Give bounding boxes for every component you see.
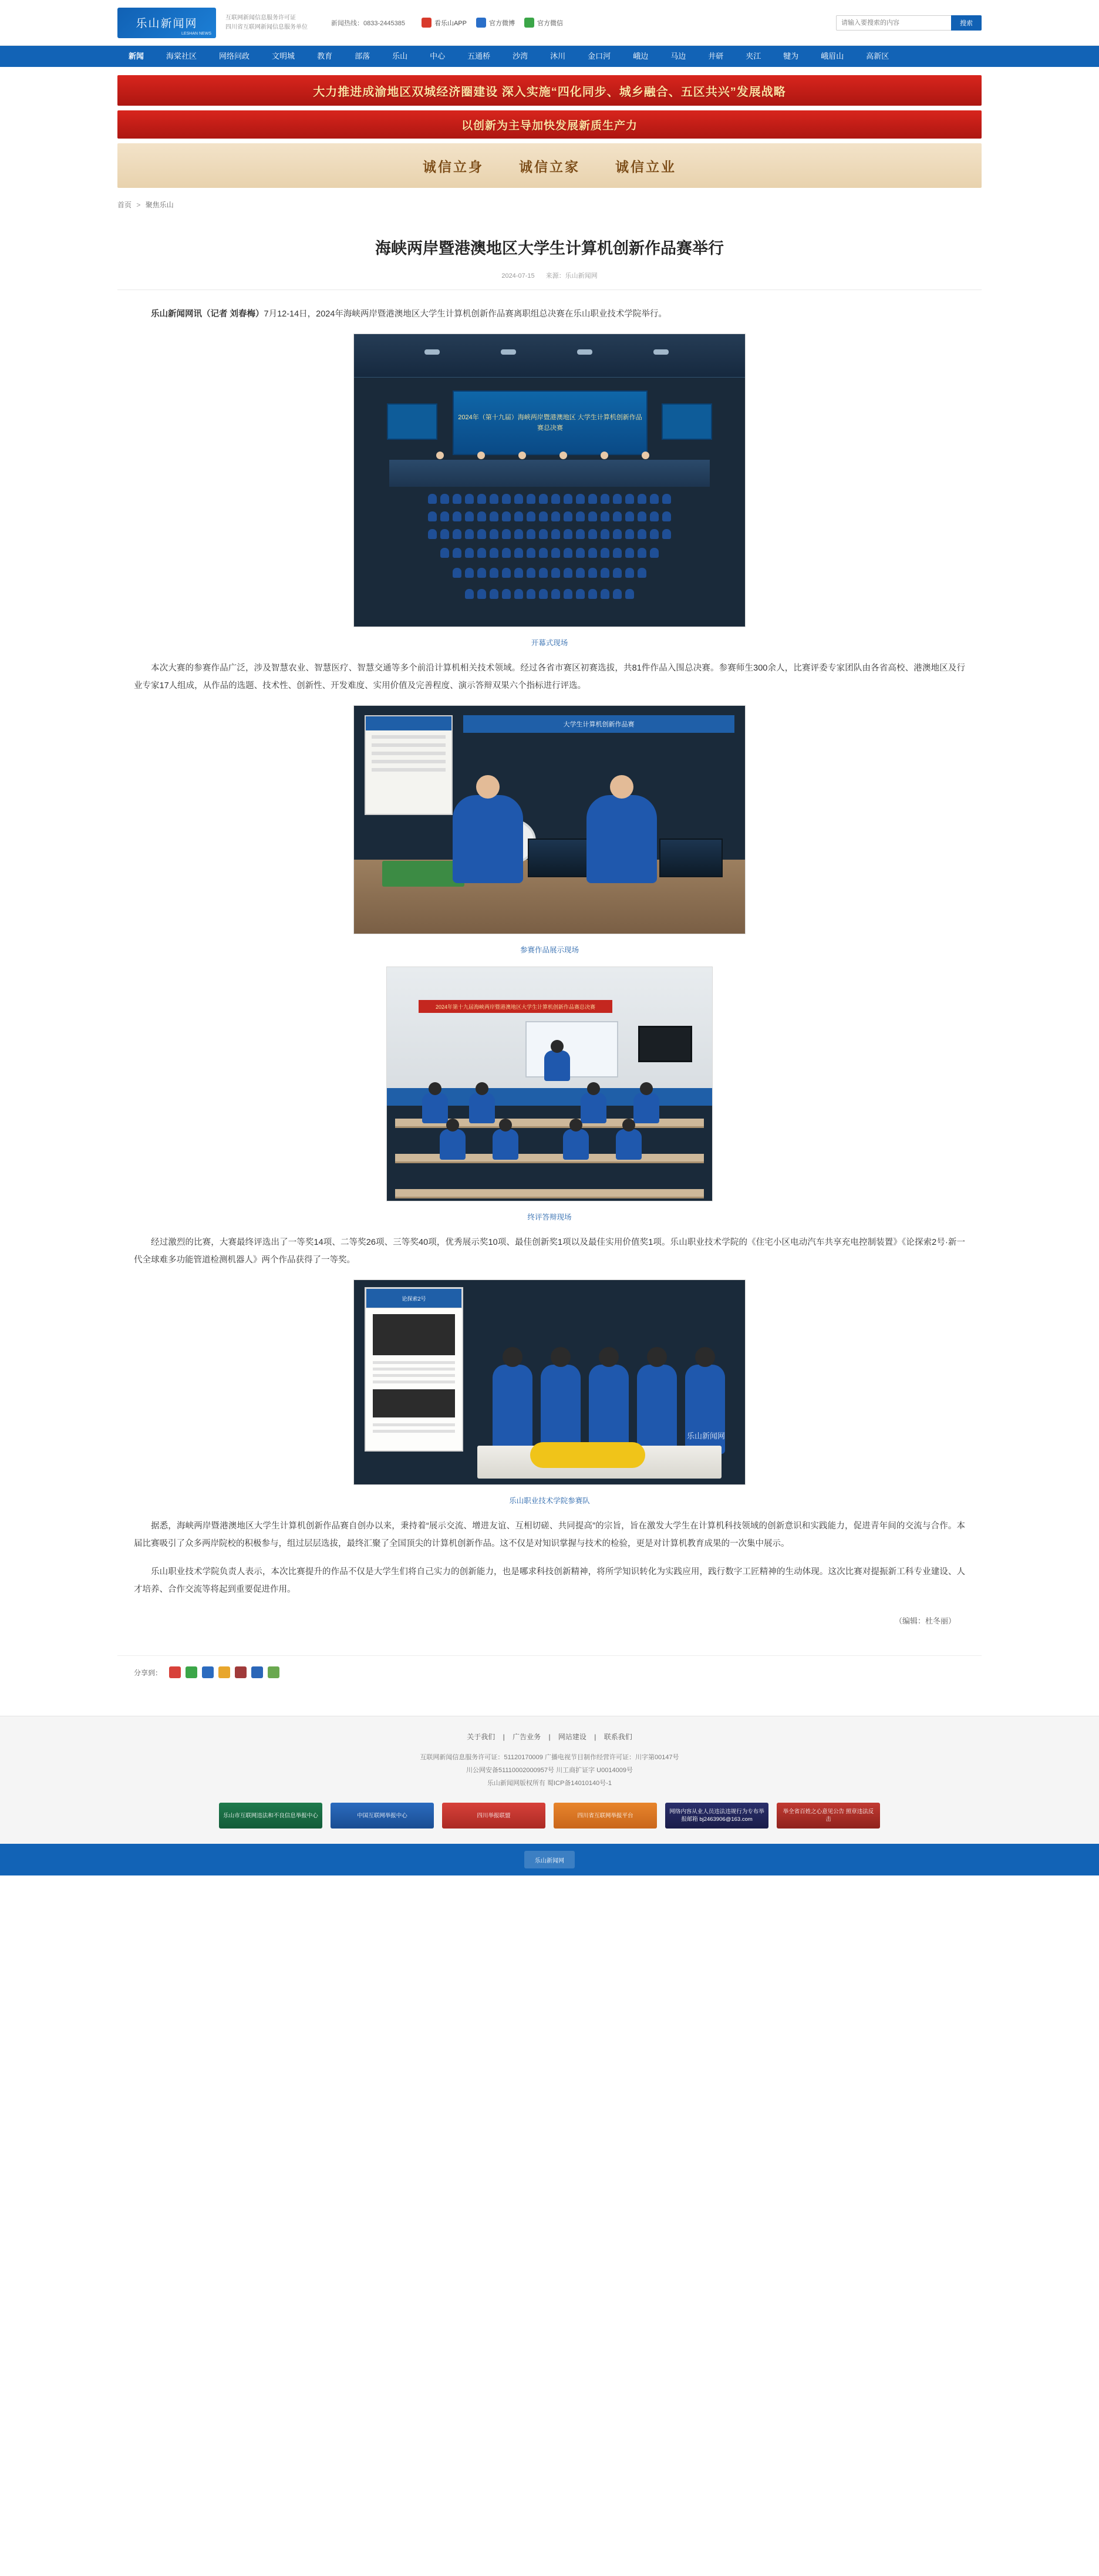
ceiling-lamp xyxy=(577,349,592,355)
badge-sichuan-report[interactable]: 四川举报联盟 xyxy=(442,1803,545,1829)
nav-item-3[interactable]: 文明城 xyxy=(272,52,295,60)
breadcrumb xyxy=(0,189,1099,215)
figure-2-caption: 参赛作品展示现场 xyxy=(520,946,579,954)
nav-item-4[interactable]: 教育 xyxy=(317,52,333,60)
panelist-head xyxy=(601,452,608,459)
footer-link-about[interactable]: 关于我们 xyxy=(467,1733,495,1741)
banner-slogan-1[interactable]: 大力推进成渝地区双城经济圈建设 深入实施“四化同步、城乡融合、五区共兴”发展战略 xyxy=(117,75,982,106)
nav-item-14[interactable]: 井研 xyxy=(708,52,724,60)
figure-4-image xyxy=(353,1279,746,1485)
laptop-right xyxy=(659,839,723,877)
project-poster xyxy=(365,1287,463,1452)
nav-item-11[interactable]: 金口河 xyxy=(588,52,611,60)
top-bar xyxy=(0,0,1099,46)
ceiling-lamp xyxy=(501,349,516,355)
share-qq-icon[interactable] xyxy=(202,1666,214,1678)
footer-license xyxy=(117,1751,982,1790)
app-link-label-0: 看乐山APP xyxy=(434,19,467,27)
breadcrumb-separator: > xyxy=(136,201,141,209)
footer-bottom-bar xyxy=(0,1844,1099,1875)
article-editor: （编辑：杜冬丽） xyxy=(894,1617,956,1625)
article-source: 来源：乐山新闻网 xyxy=(545,272,598,280)
search-box[interactable] xyxy=(836,15,982,31)
footer-link-ads[interactable]: 广告业务 xyxy=(513,1733,541,1741)
stage-table xyxy=(389,460,710,487)
panelist-head xyxy=(518,452,526,459)
search-button[interactable]: 搜索 xyxy=(951,15,982,31)
panelist-head xyxy=(436,452,444,459)
article xyxy=(117,215,982,1702)
footer-license-line-1: 川公网安备51110002000957号 川工商扩证字 U0014009号 xyxy=(466,1767,633,1774)
main-nav xyxy=(0,46,1099,67)
figure-2 xyxy=(117,705,982,955)
team-member xyxy=(637,1365,677,1454)
student xyxy=(440,1129,466,1160)
nav-item-5[interactable]: 部落 xyxy=(355,52,370,60)
side-screen-right xyxy=(662,403,712,440)
site-logo-text: 乐山新闻网 xyxy=(136,18,198,30)
nav-item-16[interactable]: 犍为 xyxy=(783,52,799,60)
nav-items xyxy=(117,46,900,67)
badge-police[interactable]: 网络内容从业人员违法违规行为专布举报邮箱 bj2463906@163.com xyxy=(665,1803,768,1829)
license-line-2: 四川省互联网新闻信息服务单位 xyxy=(225,23,308,31)
badge-cn-internet[interactable]: 中国互联网举报中心 xyxy=(331,1803,434,1829)
nav-item-7[interactable]: 中心 xyxy=(430,52,446,60)
nav-item-13[interactable]: 马边 xyxy=(670,52,686,60)
student xyxy=(469,1093,495,1123)
share-qzone-icon[interactable] xyxy=(218,1666,230,1678)
panelist-head xyxy=(559,452,567,459)
article-paragraph-4: 乐山职业技术学院负责人表示，本次比赛提升的作品不仅是大学生们将自己实力的创新能力，也是哪求科技创新精神，将所学知识转化为实践应用，践行数字工匠精神的生动体现。这次比赛对提振新工科专业建设、人才培养、合作交流等将起到重要促进作用。 xyxy=(134,1567,965,1594)
figure-1 xyxy=(117,334,982,648)
article-paragraph-2: 经过激烈的比赛，大赛最终评选出了一等奖14项、二等奖26项、三等奖40项，优秀展示奖10项、最佳创新奖1项以及最佳实用价值奖1项。乐山职业技术学院的《住宅小区电动汽车共享充电控制装置》《论探索2号·新一代全球难多功能管道检测机器人》两个作品获得了一等奖。 xyxy=(134,1238,965,1265)
article-paragraph-3: 据悉，海峡两岸暨港澳地区大学生计算机创新作品赛自创办以来，秉持着“展示交流、增进友谊、互相切磋、共同提高”的宗旨，旨在激发大学生在计算机科技领域的创新意识和实践能力，促进青年间的交流与合作。本届比赛吸引了众多两岸院校的积极参与，组过层层选拔，最终汇聚了全国顶尖的计算机创新作品。这不仅是对知识掌握与技术的检验，更是对计算机教育成果的一次集中展示。 xyxy=(134,1521,965,1548)
figure-4 xyxy=(117,1279,982,1506)
figure-1-image xyxy=(353,334,746,627)
integrity-text-1: 诚信立家 xyxy=(519,159,580,174)
share-douban-icon[interactable] xyxy=(235,1666,247,1678)
badge-sichuan-rumor[interactable]: 四川省互联网举报平台 xyxy=(554,1803,657,1829)
app-link-weibo[interactable] xyxy=(476,18,515,28)
ceiling-lamp xyxy=(653,349,669,355)
breadcrumb-home[interactable]: 首页 xyxy=(117,201,132,209)
student xyxy=(616,1129,642,1160)
app-links xyxy=(422,18,836,28)
student xyxy=(633,1093,659,1123)
site-logo[interactable] xyxy=(117,8,216,38)
audience-seating xyxy=(354,494,745,627)
projection-screen xyxy=(525,1021,618,1077)
share-wechat-icon[interactable] xyxy=(186,1666,197,1678)
footer-link-contact[interactable]: 联系我们 xyxy=(604,1733,632,1741)
wall-monitor xyxy=(638,1026,692,1062)
nav-item-0[interactable]: 新闻 xyxy=(129,52,144,60)
poster-header-text: 论探索2号 xyxy=(366,1288,462,1308)
ceiling xyxy=(354,334,745,378)
footer-badges xyxy=(117,1790,982,1844)
share-renren-icon[interactable] xyxy=(251,1666,263,1678)
nav-item-1[interactable]: 海棠社区 xyxy=(166,52,197,60)
figure-3-caption: 终评答辩现场 xyxy=(527,1213,572,1221)
booth-banner-text: 大学生计算机创新作品赛 xyxy=(463,715,734,733)
banner-area xyxy=(0,67,1099,188)
student xyxy=(422,1093,448,1123)
ceiling-lamp xyxy=(424,349,440,355)
figure-1-caption: 开幕式现场 xyxy=(531,639,568,647)
exhibition-board xyxy=(365,715,453,815)
nav-item-15[interactable]: 夹江 xyxy=(746,52,761,60)
participant-right xyxy=(586,795,657,883)
demo-kit xyxy=(382,861,464,887)
team-member xyxy=(493,1365,532,1454)
watermark: 乐山新闻网 xyxy=(686,1432,725,1440)
nav-item-8[interactable]: 五通桥 xyxy=(467,52,491,60)
site-logo-subtext: LESHAN NEWS xyxy=(181,31,211,36)
app-icon-red xyxy=(422,18,431,28)
app-link-label-2: 官方微信 xyxy=(537,19,563,27)
nav-item-12[interactable]: 峨边 xyxy=(633,52,649,60)
team-member xyxy=(541,1365,581,1454)
banner-integrity[interactable] xyxy=(117,143,982,188)
presenter xyxy=(544,1050,570,1081)
license-line-1: 互联网新闻信息服务许可证 xyxy=(225,14,296,21)
student xyxy=(563,1129,589,1160)
side-screen-left xyxy=(387,403,437,440)
nav-item-17[interactable]: 峨眉山 xyxy=(821,52,844,60)
banner-slogan-2[interactable]: 以创新为主导加快发展新质生产力 xyxy=(117,110,982,139)
team-member xyxy=(589,1365,629,1454)
app-icon-green xyxy=(524,18,534,28)
footer-link-build[interactable]: 网站建设 xyxy=(558,1733,586,1741)
search-input[interactable] xyxy=(836,15,951,31)
figure-3 xyxy=(117,967,982,1222)
nav-item-18[interactable]: 高新区 xyxy=(866,52,889,60)
article-paragraph-0 xyxy=(117,305,982,323)
app-icon-blue xyxy=(476,18,486,28)
badge-report-center[interactable]: 举全省百姓之心意见公告 照章违法反击 xyxy=(777,1803,880,1829)
nav-item-6[interactable]: 乐山 xyxy=(392,52,408,60)
footer-license-line-2: 乐山新闻网版权所有 蜀ICP备14010140号-1 xyxy=(487,1780,612,1787)
license-info xyxy=(225,14,308,32)
integrity-text-0: 诚信立身 xyxy=(423,159,484,174)
article-lead-byline: 乐山新闻网讯（记者 刘春梅） xyxy=(151,309,264,319)
nav-item-10[interactable]: 沐川 xyxy=(550,52,566,60)
participant-left xyxy=(453,795,523,883)
student xyxy=(493,1129,518,1160)
figure-4-caption: 乐山职业技术学院参赛队 xyxy=(509,1497,590,1505)
article-paragraph-1: 本次大赛的参赛作品广泛，涉及智慧农业、智慧医疗、智慧交通等多个前沿计算机相关技术领域。经过各省市赛区初赛选拔，共81件作品入围总决赛。参赛师生300余人，比赛评委专家团队由各省高校、港澳地区及行业专家17人组成，从作品的选题、技术性、创新性、开发难度、实用价值及完善程度、演示答辩双果六个指标进行评选。 xyxy=(134,664,965,691)
app-link-wechat[interactable] xyxy=(524,18,563,28)
student xyxy=(581,1093,606,1123)
classroom-banner-text: 2024年第十九届海峡两岸暨港澳地区大学生计算机创新作品赛总决赛 xyxy=(419,1000,612,1013)
figure-2-image xyxy=(353,705,746,934)
share-bar xyxy=(117,1655,982,1702)
stage-screen-text: 2024年（第十九届）海峡两岸暨港澳地区 大学生计算机创新作品赛总决赛 xyxy=(453,390,648,455)
footer-links: 关于我们 | 广告业务 | 网站建设 | 联系我们 xyxy=(467,1733,632,1741)
app-link-label-1: 官方微博 xyxy=(488,19,515,27)
article-date: 2024-07-15 xyxy=(501,272,535,280)
page-title: 海峡两岸暨港澳地区大学生计算机创新作品赛举行 xyxy=(375,240,724,257)
badge-gov-news[interactable]: 乐山市互联网违法和不良信息举报中心 xyxy=(219,1803,322,1829)
nav-item-9[interactable]: 沙湾 xyxy=(513,52,528,60)
app-link-app[interactable] xyxy=(422,18,467,28)
share-weibo-icon[interactable] xyxy=(169,1666,181,1678)
nav-item-2[interactable]: 网络问政 xyxy=(219,52,250,60)
article-meta xyxy=(117,260,982,290)
breadcrumb-current[interactable]: 聚焦乐山 xyxy=(145,201,174,209)
desk-row xyxy=(395,1189,704,1198)
article-paragraph-0-text: 7月12-14日，2024年海峡两岸暨港澳地区大学生计算机创新作品赛离职组总决赛在乐山职业技术学院举行。 xyxy=(264,309,667,319)
integrity-text-2: 诚信立业 xyxy=(615,159,676,174)
submarine-robot xyxy=(530,1442,645,1468)
footer-license-line-0: 互联网新闻信息服务许可证：51120170009 广播电视节目制作经营许可证：川字第00147号 xyxy=(420,1754,679,1761)
laptop-left xyxy=(528,839,591,877)
panelist-head xyxy=(642,452,649,459)
footer-logo[interactable]: 乐山新闻网 xyxy=(524,1851,575,1868)
panelist-head xyxy=(477,452,485,459)
share-more-icon[interactable] xyxy=(268,1666,279,1678)
footer xyxy=(0,1716,1099,1875)
hotline-text: 新闻热线：0833-2445385 xyxy=(331,19,405,27)
figure-3-image xyxy=(386,967,713,1201)
share-label: 分享到： xyxy=(134,1668,163,1677)
